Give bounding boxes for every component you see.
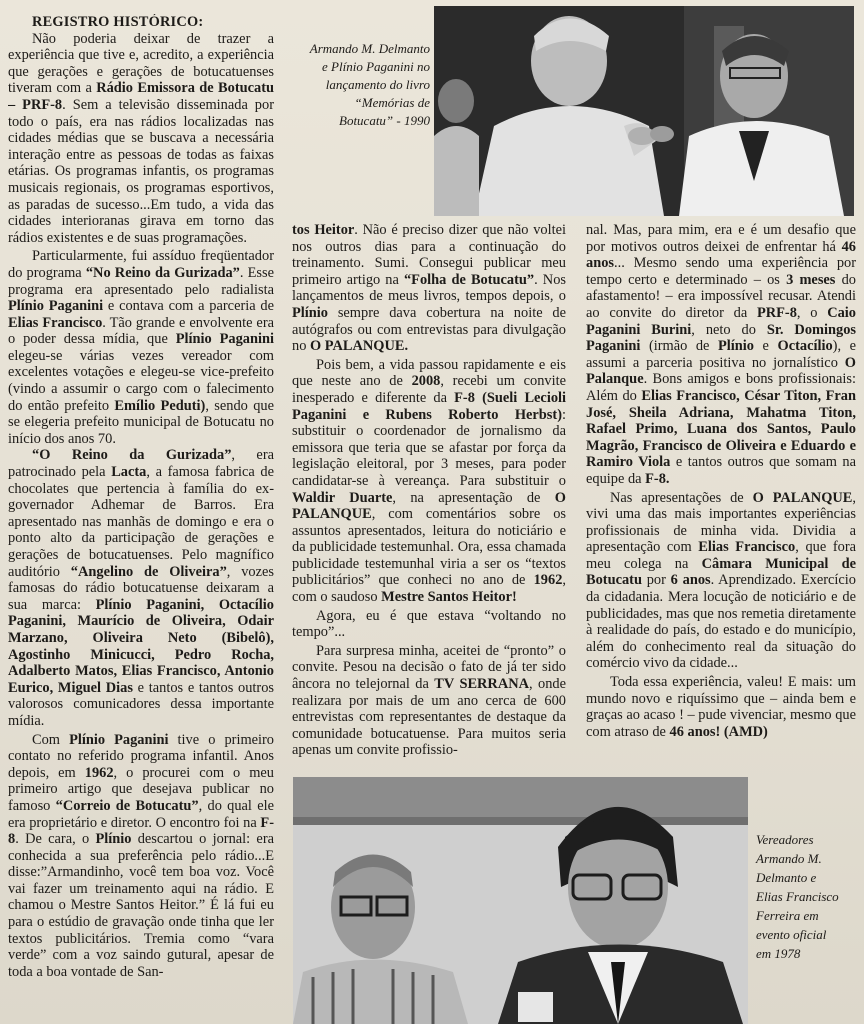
caption-line: Delmanto e — [756, 870, 817, 885]
caption-line: lançamento do livro — [325, 77, 430, 92]
bold-run: “Correio de Botucatu” — [55, 797, 199, 814]
caption-line: Vereadores — [756, 832, 814, 847]
caption-line: e Plínio Paganini no — [322, 59, 430, 74]
bold-run: Lacta — [111, 464, 147, 481]
bold-run: Elias Francisco — [8, 314, 103, 331]
text-run: por — [641, 572, 671, 589]
bold-run: “Angelino de Oliveira” — [70, 563, 227, 580]
bold-run: Rádio Emissora de Botucatu – PRF-8 — [8, 80, 274, 113]
text-run: . Bons amigos e bons profissionais: Além do — [586, 371, 856, 404]
bold-run: Plínio Paganini — [175, 331, 274, 348]
caption-line: Armando M. — [756, 851, 822, 866]
text-run: , do qual ele era proprietário e diretor. O encontro foi na — [8, 797, 274, 831]
caption-line: “Memórias de — [354, 95, 430, 110]
bold-run: “O Reino da Gurizada” — [32, 447, 232, 464]
text-run: , o — [796, 304, 828, 321]
text-run: , era patrocinado pela — [8, 447, 274, 481]
text-run: tive o primeiro contato no referido programa infantil. Anos depois, em — [8, 731, 274, 781]
bold-run: O Palanque — [586, 354, 856, 388]
bold-run: Plínio — [292, 304, 328, 321]
caption-line: evento oficial — [756, 927, 827, 942]
text-run: , onde realizara por mais de um ano cerca de 600 entrevistas com representantes de destaque da comunidade botucatuense. Para muitos seria apenas um convite profissio- — [292, 676, 566, 759]
column-middle — [292, 222, 566, 770]
bold-run: Elias Francisco — [698, 539, 796, 556]
bold-run: Caio Paganini Burini — [586, 304, 856, 338]
bold-run: Mestre Santos Heitor! — [381, 589, 517, 606]
text-run: . Sem a televisão disseminada por todo o país, era nas rádios localizadas nas cidades médias que se buscava a necessária interação entre as pessoas de todas as faixas etárias. Os programas infantis, os programas musicais regionais, os programas esportivos, as paradas de sucesso...Em tudo, a vida das cidades interioranas girava em torno das rádios existentes e de suas programações. — [8, 96, 274, 246]
paragraph — [292, 222, 566, 355]
text-run: Toda essa experiência, valeu! E mais: um mundo novo e riquíssimo que – ainda bem e graças ao acaso ! – pude vivenciar, mesmo que com atraso de — [586, 674, 856, 740]
text-run: nal. Mas, para mim, era e é um desafio que por motivos outros deixei de enfrentar há — [586, 222, 856, 255]
bold-run: Plínio Paganini — [8, 298, 104, 315]
bold-run: Plínio — [718, 338, 754, 355]
text-run: : substituir o coordenador de jornalismo da emissora que teria que se afastar por força da legislação eleitoral, por 3 meses, para poder candidatar-se à vereança. Para substituir o — [292, 406, 566, 489]
text-run: . De cara, o — [15, 831, 96, 848]
bold-run: F-8. — [645, 470, 670, 487]
text-run: , com comentários sobre os assuntos apresentados, leitura do noticiário e da publicidade testemunhal. Ora, essa chamada publicidade testemunhal viria a ser os “textos publicitários” que conheci no ano de — [292, 506, 566, 589]
bold-run: 2008 — [411, 373, 441, 390]
text-run: , que fora meu colega na — [586, 539, 856, 572]
paragraph — [8, 732, 274, 981]
text-run: Particularmente, fui assíduo freqüentador do programa — [8, 248, 274, 281]
caption-line: Ferreira em — [756, 908, 819, 923]
text-run: . Esse programa era apresentado pelo radialista — [8, 264, 274, 298]
text-run: e — [754, 338, 778, 355]
text-run: Para surpresa minha, aceitei de “pronto” o convite. Pesou na decisão o fato de já ter sido âncora no telejornal da — [292, 642, 566, 693]
text-run: Pois bem, a vida passou rapidamente e eis que neste ano de — [292, 356, 566, 390]
text-run: e contava com a parceria de — [103, 298, 274, 315]
text-run: sempre dava cobertura na noite de autógrafos ou com entrevistas para divulgação no — [292, 304, 566, 355]
text-run: e tantos outros que somam na equipe da — [586, 454, 856, 487]
photo-book-launch-1990 — [434, 6, 854, 216]
bold-run: “Folha de Botucatu” — [403, 271, 535, 288]
section-heading: REGISTRO HISTÓRICO: — [32, 14, 204, 30]
text-run: Nas apresentações de — [610, 489, 753, 506]
bold-run: tos Heitor — [292, 222, 355, 238]
text-run: do afastamento! – era impossível recusar. Atendi ao convite do diretor da — [586, 271, 856, 321]
caption-bottom — [756, 830, 864, 963]
bold-run: Sr. Domingos Paganini — [586, 321, 856, 355]
paragraph — [586, 490, 856, 673]
text-run: . Tão grande e envolvente era o poder dessa mídia, que — [8, 314, 274, 348]
paragraph — [8, 31, 274, 247]
bold-run: 6 anos — [670, 572, 711, 589]
bold-run: 1962 — [533, 572, 563, 589]
text-run: , o procurei com o meu primeiro artigo que desejava publicar no famoso — [8, 764, 274, 814]
bold-run: O PALANQUE — [752, 489, 853, 506]
text-run: , neto do — [691, 321, 767, 338]
paragraph — [8, 248, 274, 447]
bold-run: O PALANQUE — [292, 489, 566, 523]
text-run: , a famosa fabrica de chocolates que pertencia à família do ex-governador Adhemar de Barros. Era apresentado nas manhãs de domingo e era o ponto alto da participação de gerações e gerações de botucatuenses. Pelo magnífico auditório — [8, 464, 274, 580]
text-run: Não poderia deixar de trazer a experiência que tive e, acredito, a experiência que gerações e gerações de botucatuenses tiveram com a — [8, 30, 274, 97]
bold-run: Waldir Duarte — [292, 489, 393, 506]
bold-run: 1962 — [84, 764, 114, 781]
caption-line: Botucatu” - 1990 — [339, 113, 430, 128]
text-run: (irmão de — [640, 338, 719, 355]
bold-run: 46 anos! (AMD) — [669, 723, 768, 740]
bold-run: 3 meses — [786, 271, 836, 288]
text-run: Agora, eu é que estava “voltando no tempo”... — [292, 607, 566, 641]
text-run: , com o saudoso — [292, 572, 566, 606]
bold-run: Plínio Paganini — [69, 731, 169, 748]
text-run: ... Mesmo sendo uma experiência por tempo certo e determinado – os — [586, 255, 856, 288]
bold-run: 46 anos — [586, 238, 856, 272]
paragraph — [292, 643, 566, 759]
caption-top — [286, 40, 430, 130]
text-run: . Nos lançamentos de meus livros, tempos depois, o — [292, 271, 566, 305]
text-run: , vivi uma das mais importantes experiências profissionais de minha vida. Dividia a apresentação com — [586, 489, 856, 556]
paragraph — [292, 608, 566, 641]
bold-run: Plínio Paganini, Octacílio Paganini, Maurício de Oliveira, Odair Marzano, Oliveira Neto (Bibelô), Agostinho Minicucci, Pedro Rocha, Adalberto Matos, Elias Francisco, Antonio Eurico, Miguel Dias — [8, 596, 274, 696]
column-right — [586, 222, 856, 770]
text-run: , recebi um convite inesperado e diferente da — [292, 373, 566, 406]
paragraph — [586, 222, 856, 488]
bold-run: PRF-8 — [756, 304, 797, 321]
paragraph — [292, 357, 566, 606]
text-run: e tantos e tantos outros valorosos comunicadores dessa importante mídia. — [8, 679, 274, 729]
bold-run: F-8 (Sueli Lecioli Paganini e Rubens Roberto Herbst) — [292, 389, 566, 423]
column-left — [8, 14, 274, 1024]
caption-line: Armando M. Delmanto — [309, 41, 430, 56]
bold-run: Octacílio — [777, 338, 833, 355]
bold-run: F-8 — [8, 814, 274, 848]
text-run: ), e assumi a parceria positiva no jornalístico — [586, 338, 856, 371]
text-run: descartou o jornal: era conhecida a sua preferência pelo rádio...E disse:”Armandinho, você tem boa voz. Você vai fazer um treinamento aqui na rádio. E chamou o Mestre Santos Heitor.” É lá fui eu para o estúdio de gravação onde tinha que ler textos publicitários. Tremia como “vara verde” com a voz saindo gutural, apesar de toda a boa vontade de San- — [8, 831, 274, 980]
bold-run: Elias Francisco, César Titon, Fran José, Sheila Adriana, Mahatma Titon, Rafael Primo, Luana dos Santos, Paulo Magrão, Francisco de Oliveira e Eduardo e Ramiro Viola — [586, 387, 856, 471]
text-run: Com — [32, 731, 70, 748]
bold-run: “No Reino da Gurizada” — [85, 264, 240, 281]
caption-line: Elias Francisco — [756, 889, 839, 904]
bold-run: Emílio Peduti) — [114, 397, 206, 414]
bold-run: O PALANQUE. — [310, 338, 409, 355]
paragraph — [8, 447, 274, 729]
photo-vereadores-1978 — [293, 777, 748, 1024]
text-run: , sendo que se elegeria prefeito municipal de Botucatu no início dos anos 70. — [8, 397, 274, 447]
caption-line: em 1978 — [756, 946, 801, 961]
text-run: . Não é preciso dizer que não voltei nos outros dias para a continuação do treinamento. Sumi. Consegui publicar meu primeiro artigo na — [292, 222, 566, 288]
text-run: elegeu-se várias vezes vereador com excelentes votações e elegeu-se vice-prefeito (vindo a assumir o cargo com o falecimento do então prefeito — [8, 347, 274, 414]
paragraph — [586, 674, 856, 740]
bold-run: Câmara Municipal de Botucatu — [586, 555, 856, 589]
text-run: , na apresentação de — [392, 489, 555, 506]
bold-run: TV SERRANA — [434, 676, 530, 693]
text-run: . Aprendizado. Exercício da cidadania. Mera locução de noticiário e de publicidades, mas que nos remetia diretamente à realidade do país, do estado e do município, além do conhecimento real da situação do comércio vivo da cidade... — [586, 572, 856, 672]
bold-run: Plínio — [95, 831, 132, 848]
text-run: , vozes famosas do rádio botucatuense deixaram a sua marca: — [8, 563, 274, 613]
